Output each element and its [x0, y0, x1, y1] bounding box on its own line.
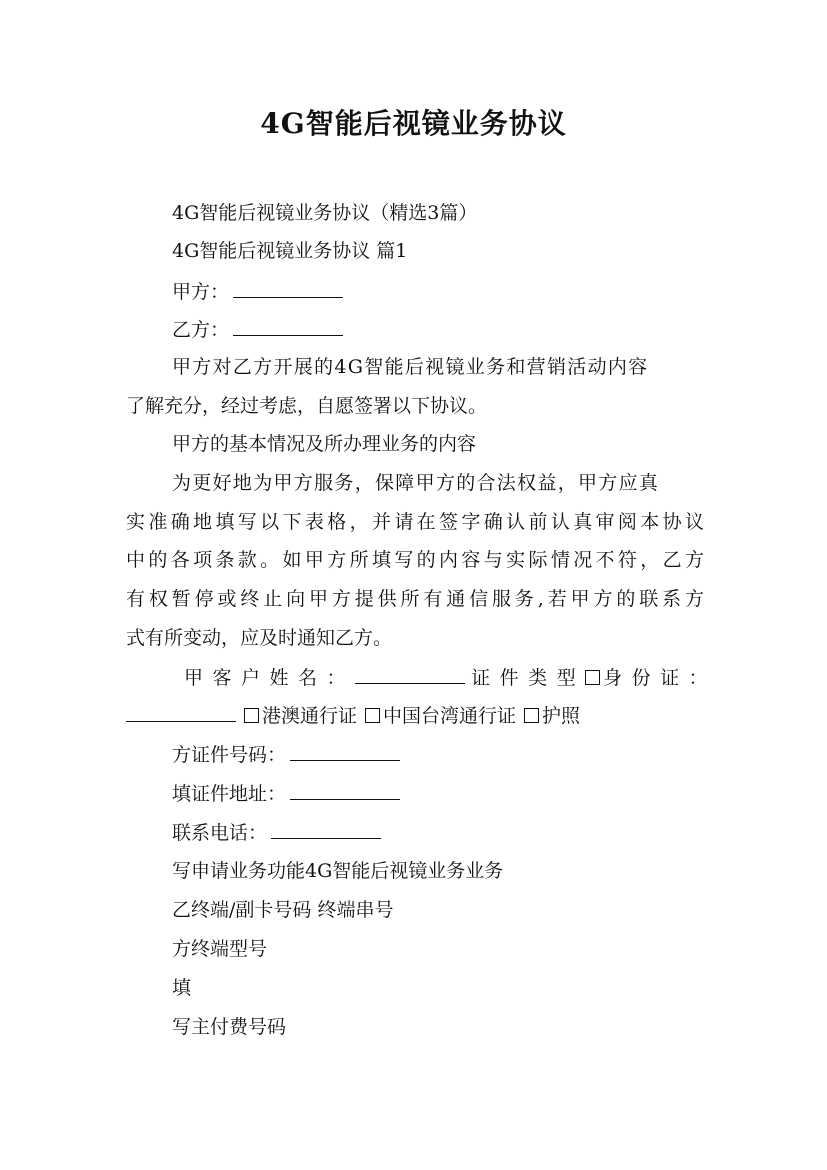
id-address-row: [172, 781, 400, 806]
id-number-blank[interactable]: [290, 742, 400, 761]
payer-row: 写主付费号码: [172, 1016, 287, 1038]
para-line-5: 式有所变动，应及时通知乙方。: [126, 627, 393, 649]
party-a-blank[interactable]: [233, 279, 343, 298]
fill-row: 填: [172, 977, 192, 999]
customer-name-label: 甲客户姓名：: [184, 667, 356, 689]
id-options-row: [126, 703, 580, 728]
intro-line-1: 甲方对乙方开展的4G智能后视镜业务和营销活动内容: [172, 356, 649, 378]
phone-label: 联系电话：: [172, 822, 268, 844]
terminal-row: 乙终端/副卡号码 终端串号: [172, 899, 394, 921]
para-line-3: 中的各项条款。如甲方所填写的内容与实际情况不符，乙方: [126, 549, 704, 571]
taiwan-checkbox[interactable]: [365, 708, 380, 723]
basic-info-heading: 甲方的基本情况及所办理业务的内容: [172, 433, 477, 455]
hk-macau-checkbox[interactable]: [244, 708, 259, 723]
section-heading: 4G智能后视镜业务协议 篇1: [172, 240, 408, 262]
party-b-line: [172, 317, 343, 342]
model-row: 方终端型号: [172, 938, 268, 960]
phone-row: [172, 820, 381, 845]
id-number-row: [172, 742, 400, 767]
party-a-line: [172, 279, 343, 304]
party-b-label: 乙方：: [172, 319, 230, 341]
phone-blank[interactable]: [271, 820, 381, 839]
party-a-label: 甲方：: [172, 281, 230, 303]
para-line-1: 为更好地为甲方服务，保障甲方的合法权益，甲方应真: [172, 472, 660, 494]
para-line-4: 有权暂停或终止向甲方提供所有通信服务,若甲方的联系方: [126, 588, 704, 610]
id-card-checkbox[interactable]: [585, 670, 600, 685]
id-address-label: 填证件地址：: [172, 783, 287, 805]
id-address-blank[interactable]: [290, 781, 400, 800]
passport-checkbox[interactable]: [524, 708, 539, 723]
customer-name-row: [184, 665, 717, 690]
id-card-blank[interactable]: [126, 703, 236, 722]
passport-label: 护照: [542, 705, 581, 727]
id-number-label: 方证件号码：: [172, 744, 287, 766]
intro-line-2: 了解充分，经过考虑，自愿签署以下协议。: [126, 395, 488, 417]
apply-row: 写申请业务功能4G智能后视镜业务业务: [172, 860, 504, 882]
party-b-blank[interactable]: [233, 317, 343, 336]
document-subtitle: 4G智能后视镜业务协议（精选3篇）: [172, 202, 478, 224]
id-type-label: 证件类型: [471, 667, 586, 689]
id-card-label: 身份证：: [603, 667, 718, 689]
hk-macau-label: 港澳通行证: [262, 705, 358, 727]
taiwan-label: 中国台湾通行证: [383, 705, 517, 727]
customer-name-blank[interactable]: [355, 665, 465, 684]
para-line-2: 实准确地填写以下表格，并请在签字确认前认真审阅本协议: [126, 511, 704, 533]
document-title: 4G智能后视镜业务协议: [260, 107, 567, 140]
